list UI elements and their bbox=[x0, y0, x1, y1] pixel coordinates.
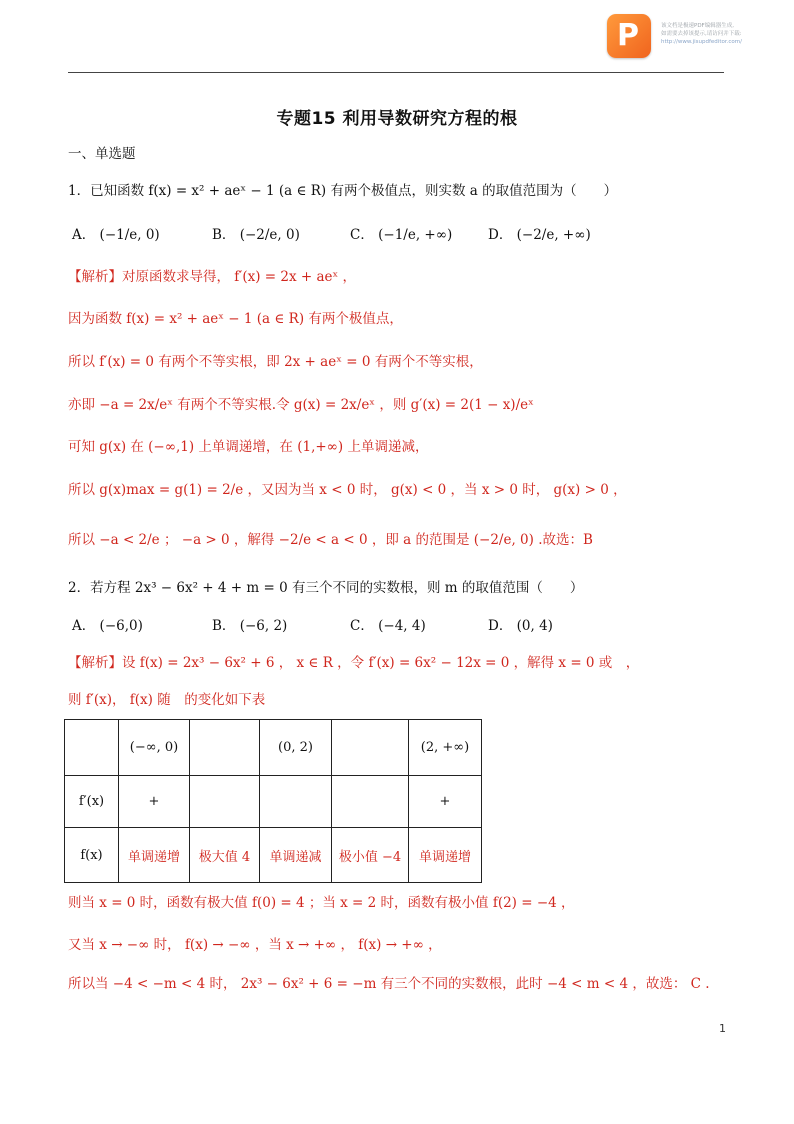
table-row bbox=[65, 828, 482, 883]
option-text: (−2/e, 0) bbox=[239, 227, 300, 243]
q2-option-b bbox=[212, 616, 287, 636]
q2-analysis-line-1 bbox=[68, 653, 639, 673]
q1-analysis-line-3: 所以 f′(x) = 0 有两个不等实根，即 2x + aeˣ = 0 有两个不等实根， bbox=[68, 354, 483, 370]
table-cell: (−∞, 0) bbox=[119, 720, 190, 776]
logo-letter: P bbox=[617, 18, 639, 53]
table-cell: f(x) bbox=[65, 828, 119, 883]
option-text: (0, 4) bbox=[516, 618, 553, 634]
table-cell: 极大值 4 bbox=[190, 828, 260, 883]
analysis-text: 【解析】设 f(x) = 2x³ − 6x² + 6 ， x ∈ R ，令 f′(x) = 6x² − 12x = 0 ，解得 x = 0 或 ， bbox=[68, 655, 640, 671]
section-heading: 一、单选题 bbox=[68, 146, 136, 162]
q2-analysis-line-3: 则当 x = 0 时，函数有极大值 f(0) = 4 ；当 x = 2 时，函数有极小值 f(2) = −4 ， bbox=[68, 895, 575, 911]
option-label: C． bbox=[350, 618, 374, 634]
table-cell: (0, 2) bbox=[260, 720, 332, 776]
q1-option-c bbox=[350, 225, 452, 245]
q1-analysis-line-7: 所以 −a < 2/e ； −a > 0 ，解得 −2/e < a < 0 ，即 a 的范围是 (−2/e, 0) .故选：B bbox=[68, 532, 593, 548]
table-cell: 单调递减 bbox=[260, 828, 332, 883]
q1-option-a bbox=[72, 225, 160, 245]
option-text: (−6,0) bbox=[99, 618, 143, 634]
option-text: (−6, 2) bbox=[239, 618, 288, 634]
option-label: B． bbox=[212, 618, 236, 634]
q1-option-b bbox=[212, 225, 300, 245]
option-label: B． bbox=[212, 227, 236, 243]
option-label: D． bbox=[488, 618, 513, 634]
variation-table bbox=[64, 719, 482, 883]
table-row bbox=[65, 720, 482, 776]
q2-option-d bbox=[488, 616, 553, 636]
table-cell bbox=[260, 776, 332, 828]
page-number: 1 bbox=[719, 1022, 726, 1035]
tagline-line-1: 该文档是极速PDF编辑器生成, bbox=[661, 23, 734, 29]
q2-analysis-line-4: 又当 x → −∞ 时， f(x) → −∞ ，当 x → +∞ ， f(x) → +∞ ， bbox=[68, 937, 442, 953]
q1-option-d bbox=[488, 225, 591, 245]
option-text: (−1/e, +∞) bbox=[378, 227, 453, 243]
q2-option-c bbox=[350, 616, 426, 636]
table-cell bbox=[332, 720, 409, 776]
table-cell: 极小值 −4 bbox=[332, 828, 409, 883]
q1-analysis-line-6: 所以 g(x)max = g(1) = 2/e ，又因为当 x < 0 时， g(x) < 0 ，当 x > 0 时， g(x) > 0 ， bbox=[68, 482, 627, 498]
q1-stem: 1．已知函数 f(x) = x² + aeˣ − 1 (a ∈ R) 有两个极值点，则实数 a 的取值范围为（ ） bbox=[68, 183, 618, 199]
table-cell bbox=[190, 720, 260, 776]
option-label: D． bbox=[488, 227, 513, 243]
table-cell: + bbox=[119, 776, 190, 828]
tagline-line-2: 如需要去掉该提示,请访问并下载: bbox=[661, 31, 742, 37]
q1-analysis-line-5: 可知 g(x) 在 (−∞,1) 上单调递增，在 (1,+∞) 上单调递减， bbox=[68, 439, 429, 455]
q2-analysis-line-5: 所以当 −4 < −m < 4 时， 2x³ − 6x² + 6 = −m 有三个不同的实数根，此时 −4 < m < 4 ，故选： C . bbox=[68, 976, 710, 992]
watermark-tagline bbox=[661, 22, 786, 46]
q2-stem: 2．若方程 2x³ − 6x² + 4 + m = 0 有三个不同的实数根，则 m 的取值范围（ ） bbox=[68, 580, 584, 596]
option-label: A． bbox=[72, 618, 96, 634]
q1-analysis-line-4: 亦即 −a = 2x/eˣ 有两个不等实根.令 g(x) = 2x/eˣ ，则 g′(x) = 2(1 − x)/eˣ bbox=[68, 397, 534, 413]
q1-analysis-line-1: 【解析】对原函数求导得， f′(x) = 2x + aeˣ ， bbox=[68, 269, 357, 285]
table-row bbox=[65, 776, 482, 828]
header-rule bbox=[68, 72, 724, 73]
pdf-editor-logo bbox=[607, 14, 651, 58]
table-cell: + bbox=[409, 776, 482, 828]
page-title: 专题15 利用导数研究方程的根 bbox=[276, 109, 518, 129]
option-label: C． bbox=[350, 227, 374, 243]
table-cell: 单调递增 bbox=[409, 828, 482, 883]
option-text: (−1/e, 0) bbox=[99, 227, 160, 243]
table-cell bbox=[65, 720, 119, 776]
q2-analysis-line-2: 则 f′(x)， f(x) 随 的变化如下表 bbox=[68, 692, 266, 708]
q2-option-a bbox=[72, 616, 143, 636]
q1-analysis-line-2: 因为函数 f(x) = x² + aeˣ − 1 (a ∈ R) 有两个极值点， bbox=[68, 311, 403, 327]
table-cell: (2, +∞) bbox=[409, 720, 482, 776]
option-label: A． bbox=[72, 227, 96, 243]
option-text: (−2/e, +∞) bbox=[516, 227, 591, 243]
table-cell bbox=[190, 776, 260, 828]
table-cell: 单调递增 bbox=[119, 828, 190, 883]
table-cell bbox=[332, 776, 409, 828]
tagline-url[interactable]: http://www.jisupdfeditor.com/ bbox=[661, 39, 742, 45]
option-text: (−4, 4) bbox=[378, 618, 426, 634]
table-cell: f′(x) bbox=[65, 776, 119, 828]
